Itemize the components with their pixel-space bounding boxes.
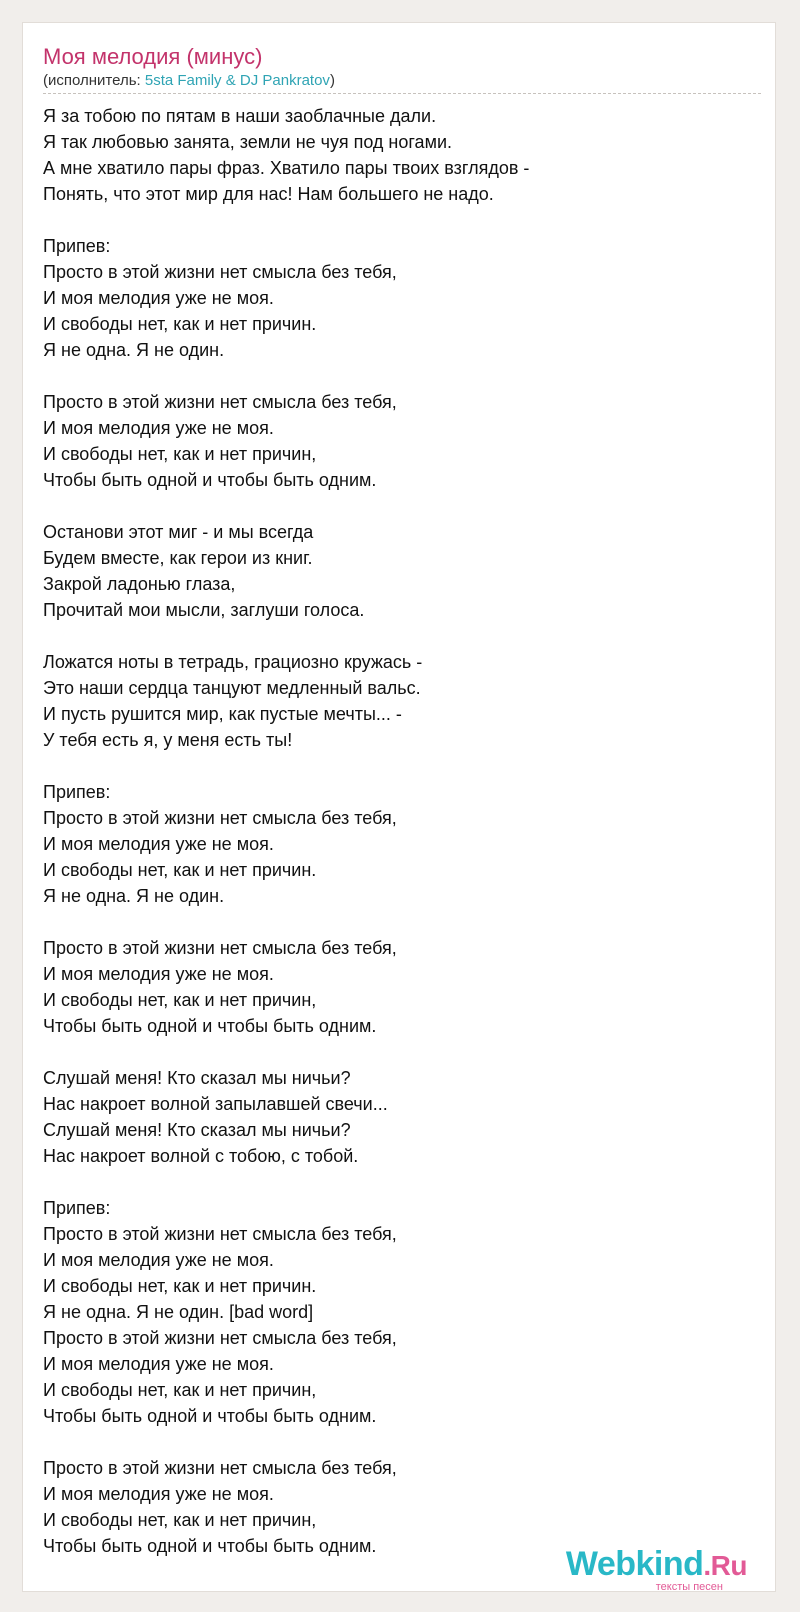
lyric-line: Припев: — [43, 1198, 111, 1218]
lyric-blank-line — [43, 909, 763, 935]
artist-prefix: (исполнитель: — [43, 72, 145, 89]
lyric-line: И свободы нет, как и нет причин. — [43, 1276, 317, 1296]
lyric-line: И свободы нет, как и нет причин. — [43, 860, 317, 880]
lyric-line: Понять, что этот мир для нас! Нам большего не надо. — [43, 184, 494, 204]
logo-main-text: Webkind — [565, 1545, 704, 1583]
lyric-line: И свободы нет, как и нет причин, — [43, 1510, 317, 1530]
lyric-blank-line — [43, 1039, 763, 1065]
lyric-blank-line — [43, 207, 763, 233]
lyric-line: Я не одна. Я не один. [bad word] — [43, 1302, 314, 1322]
lyric-line: Закрой ладонью глаза, — [43, 574, 236, 594]
lyric-line: Я за тобою по пятам в наши заоблачные дали. — [43, 106, 437, 126]
lyric-line: Просто в этой жизни нет смысла без тебя, — [43, 1458, 397, 1478]
lyric-line: Я не одна. Я не один. — [43, 886, 225, 906]
lyric-line: И моя мелодия уже не моя. — [43, 1354, 274, 1374]
lyric-line: Просто в этой жизни нет смысла без тебя, — [43, 1328, 397, 1348]
logo-suffix: .Ru — [703, 1550, 747, 1581]
lyric-line: Просто в этой жизни нет смысла без тебя, — [43, 808, 397, 828]
lyric-line: Просто в этой жизни нет смысла без тебя, — [43, 1224, 397, 1244]
lyric-line: Припев: — [43, 782, 111, 802]
lyric-line: Просто в этой жизни нет смысла без тебя, — [43, 938, 397, 958]
lyric-line: Ложатся ноты в тетрадь, грациозно кружась - — [43, 652, 423, 672]
lyric-line: Чтобы быть одной и чтобы быть одним. — [43, 470, 377, 490]
lyric-line: А мне хватило пары фраз. Хватило пары твоих взглядов - — [43, 158, 530, 178]
logo-wordmark — [566, 1547, 747, 1581]
artist-suffix: ) — [329, 72, 335, 89]
lyric-blank-line — [43, 623, 763, 649]
lyric-line: Слушай меня! Кто сказал мы ничьи? — [43, 1120, 351, 1140]
lyric-line: И моя мелодия уже не моя. — [43, 1250, 274, 1270]
lyric-blank-line — [43, 753, 763, 779]
lyrics-card — [22, 22, 776, 1592]
lyric-line: И моя мелодия уже не моя. — [43, 1484, 274, 1504]
lyric-line: Это наши сердца танцуют медленный вальс. — [43, 678, 421, 698]
lyric-line: И моя мелодия уже не моя. — [43, 964, 274, 984]
lyric-blank-line — [43, 493, 763, 519]
title-divider — [43, 93, 761, 94]
artist-line — [43, 72, 335, 90]
lyric-line: Я так любовью занята, земли не чуя под ногами. — [43, 132, 452, 152]
lyric-line: Нас накроет волной запылавшей свечи... — [43, 1094, 388, 1114]
lyric-line: Чтобы быть одной и чтобы быть одним. — [43, 1406, 377, 1426]
lyric-line: Припев: — [43, 236, 111, 256]
lyric-line: И пусть рушится мир, как пустые мечты... - — [43, 704, 402, 724]
lyric-blank-line — [43, 363, 763, 389]
lyric-line: И моя мелодия уже не моя. — [43, 418, 274, 438]
lyric-line: И свободы нет, как и нет причин, — [43, 1380, 317, 1400]
lyric-blank-line — [43, 1169, 763, 1195]
lyric-line: Я не одна. Я не один. — [43, 340, 225, 360]
lyrics-body — [43, 103, 763, 1559]
lyric-blank-line — [43, 1429, 763, 1455]
lyric-line: И моя мелодия уже не моя. — [43, 288, 274, 308]
artist-link[interactable]: 5sta Family & DJ Pankratov — [144, 72, 330, 89]
lyric-line: Просто в этой жизни нет смысла без тебя, — [43, 392, 397, 412]
lyric-line: Нас накроет волной с тобою, с тобой. — [43, 1146, 359, 1166]
lyric-line: И свободы нет, как и нет причин, — [43, 444, 317, 464]
lyric-line: И свободы нет, как и нет причин. — [43, 314, 317, 334]
lyric-line: Останови этот миг - и мы всегда — [43, 522, 314, 542]
lyric-line: Просто в этой жизни нет смысла без тебя, — [43, 262, 397, 282]
lyric-line: И свободы нет, как и нет причин, — [43, 990, 317, 1010]
lyric-line: Чтобы быть одной и чтобы быть одним. — [43, 1016, 377, 1036]
lyric-line: И моя мелодия уже не моя. — [43, 834, 274, 854]
logo-tagline: тексты песен — [655, 1581, 723, 1593]
lyric-line: У тебя есть я, у меня есть ты! — [43, 730, 293, 750]
lyric-line: Прочитай мои мысли, заглуши голоса. — [43, 600, 365, 620]
lyric-line: Будем вместе, как герои из книг. — [43, 548, 313, 568]
lyric-line: Слушай меня! Кто сказал мы ничьи? — [43, 1068, 351, 1088]
song-title: Моя мелодия (минус) — [43, 44, 263, 69]
site-logo[interactable] — [566, 1547, 747, 1593]
lyric-line: Чтобы быть одной и чтобы быть одним. — [43, 1536, 377, 1556]
